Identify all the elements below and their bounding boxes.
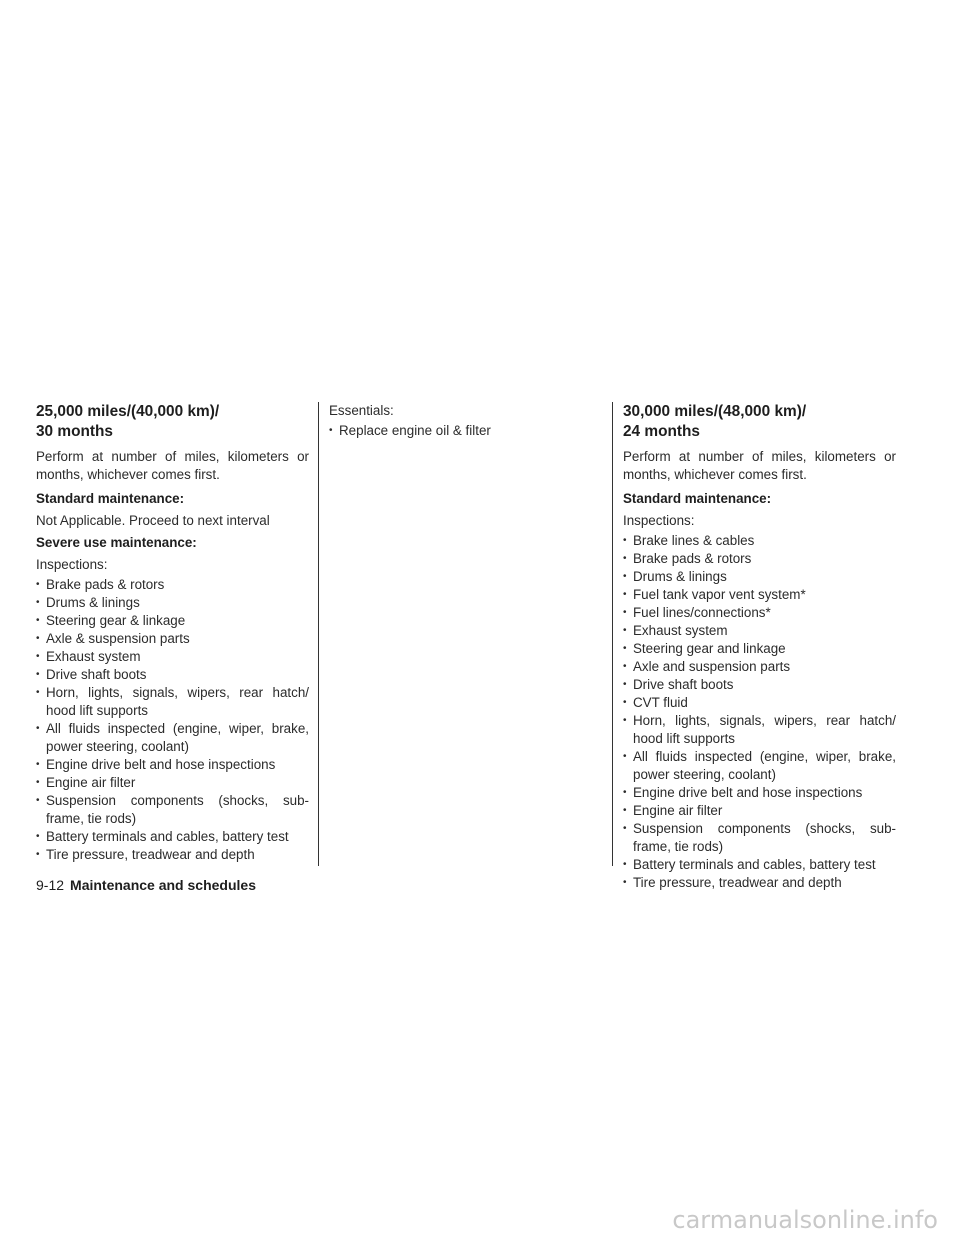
- list-item: • Battery terminals and cables, battery test: [623, 856, 896, 874]
- essentials-label: Essentials:: [329, 403, 394, 418]
- heading-line2: 30 months: [36, 423, 113, 440]
- list-item: • All fluids inspected (engine, wiper, brake, power steering, coolant): [36, 720, 309, 756]
- page-number: 9-12: [36, 877, 65, 893]
- heading-line1: 30,000 miles/(48,000 km)/: [623, 403, 807, 420]
- column-25000-miles: [36, 402, 309, 864]
- list-item: • Engine air filter: [36, 774, 309, 792]
- standard-maintenance-label: Standard maintenance:: [623, 491, 772, 506]
- list-item: • Steering gear and linkage: [623, 640, 896, 658]
- list-item: • Battery terminals and cables, battery test: [36, 828, 309, 846]
- list-item: • Suspension components (shocks, sub-frame, tie rods): [36, 792, 309, 828]
- section-title: Maintenance and schedules: [70, 877, 256, 893]
- list-item: • Drums & linings: [623, 568, 896, 586]
- list-item: • All fluids inspected (engine, wiper, brake, power steering, coolant): [623, 748, 896, 784]
- essentials-list: [329, 422, 591, 440]
- standard-maintenance-label: Standard maintenance:: [36, 491, 185, 506]
- severe-use-label: Severe use maintenance:: [36, 535, 197, 550]
- list-item: • Engine drive belt and hose inspections: [623, 784, 896, 802]
- list-item: • Steering gear & linkage: [36, 612, 309, 630]
- list-item: • Tire pressure, treadwear and depth: [623, 874, 896, 892]
- list-item: • Exhaust system: [36, 648, 309, 666]
- section-heading-25000: [36, 402, 309, 442]
- list-item: • Axle & suspension parts: [36, 630, 309, 648]
- inspections-label: Inspections:: [36, 557, 108, 572]
- list-item: • Engine drive belt and hose inspections: [36, 756, 309, 774]
- list-item: • Horn, lights, signals, wipers, rear hatch/ hood lift supports: [623, 712, 896, 748]
- list-item: • Axle and suspension parts: [623, 658, 896, 676]
- list-item: • Horn, lights, signals, wipers, rear hatch/ hood lift supports: [36, 684, 309, 720]
- standard-maintenance-text: Not Applicable. Proceed to next interval: [36, 513, 270, 528]
- list-item: • Replace engine oil & filter: [329, 422, 591, 440]
- list-item: • CVT fluid: [623, 694, 896, 712]
- column-divider: [612, 402, 613, 866]
- inspection-list: [36, 576, 309, 864]
- list-item: • Brake pads & rotors: [36, 576, 309, 594]
- list-item: • Engine air filter: [623, 802, 896, 820]
- column-divider: [318, 402, 319, 866]
- list-item: • Brake pads & rotors: [623, 550, 896, 568]
- section-heading-30000: [623, 402, 896, 442]
- list-item: • Fuel lines/connections*: [623, 604, 896, 622]
- page-footer: [36, 876, 256, 894]
- heading-line1: 25,000 miles/(40,000 km)/: [36, 403, 220, 420]
- list-item: • Drive shaft boots: [623, 676, 896, 694]
- inspection-list: [623, 532, 896, 892]
- heading-line2: 24 months: [623, 423, 700, 440]
- list-item: • Drums & linings: [36, 594, 309, 612]
- watermark-text: carmanualsonline.info: [672, 1206, 938, 1234]
- list-item: • Exhaust system: [623, 622, 896, 640]
- inspections-label: Inspections:: [623, 513, 695, 528]
- intro-text: Perform at number of miles, kilometers or months, whichever comes first.: [623, 449, 896, 482]
- list-item: • Tire pressure, treadwear and depth: [36, 846, 309, 864]
- list-item: • Brake lines & cables: [623, 532, 896, 550]
- list-item: • Drive shaft boots: [36, 666, 309, 684]
- list-item: • Suspension components (shocks, sub-frame, tie rods): [623, 820, 896, 856]
- column-30000-miles: [623, 402, 896, 892]
- column-essentials: [329, 402, 591, 440]
- intro-text: Perform at number of miles, kilometers or months, whichever comes first.: [36, 449, 309, 482]
- list-item: • Fuel tank vapor vent system*: [623, 586, 896, 604]
